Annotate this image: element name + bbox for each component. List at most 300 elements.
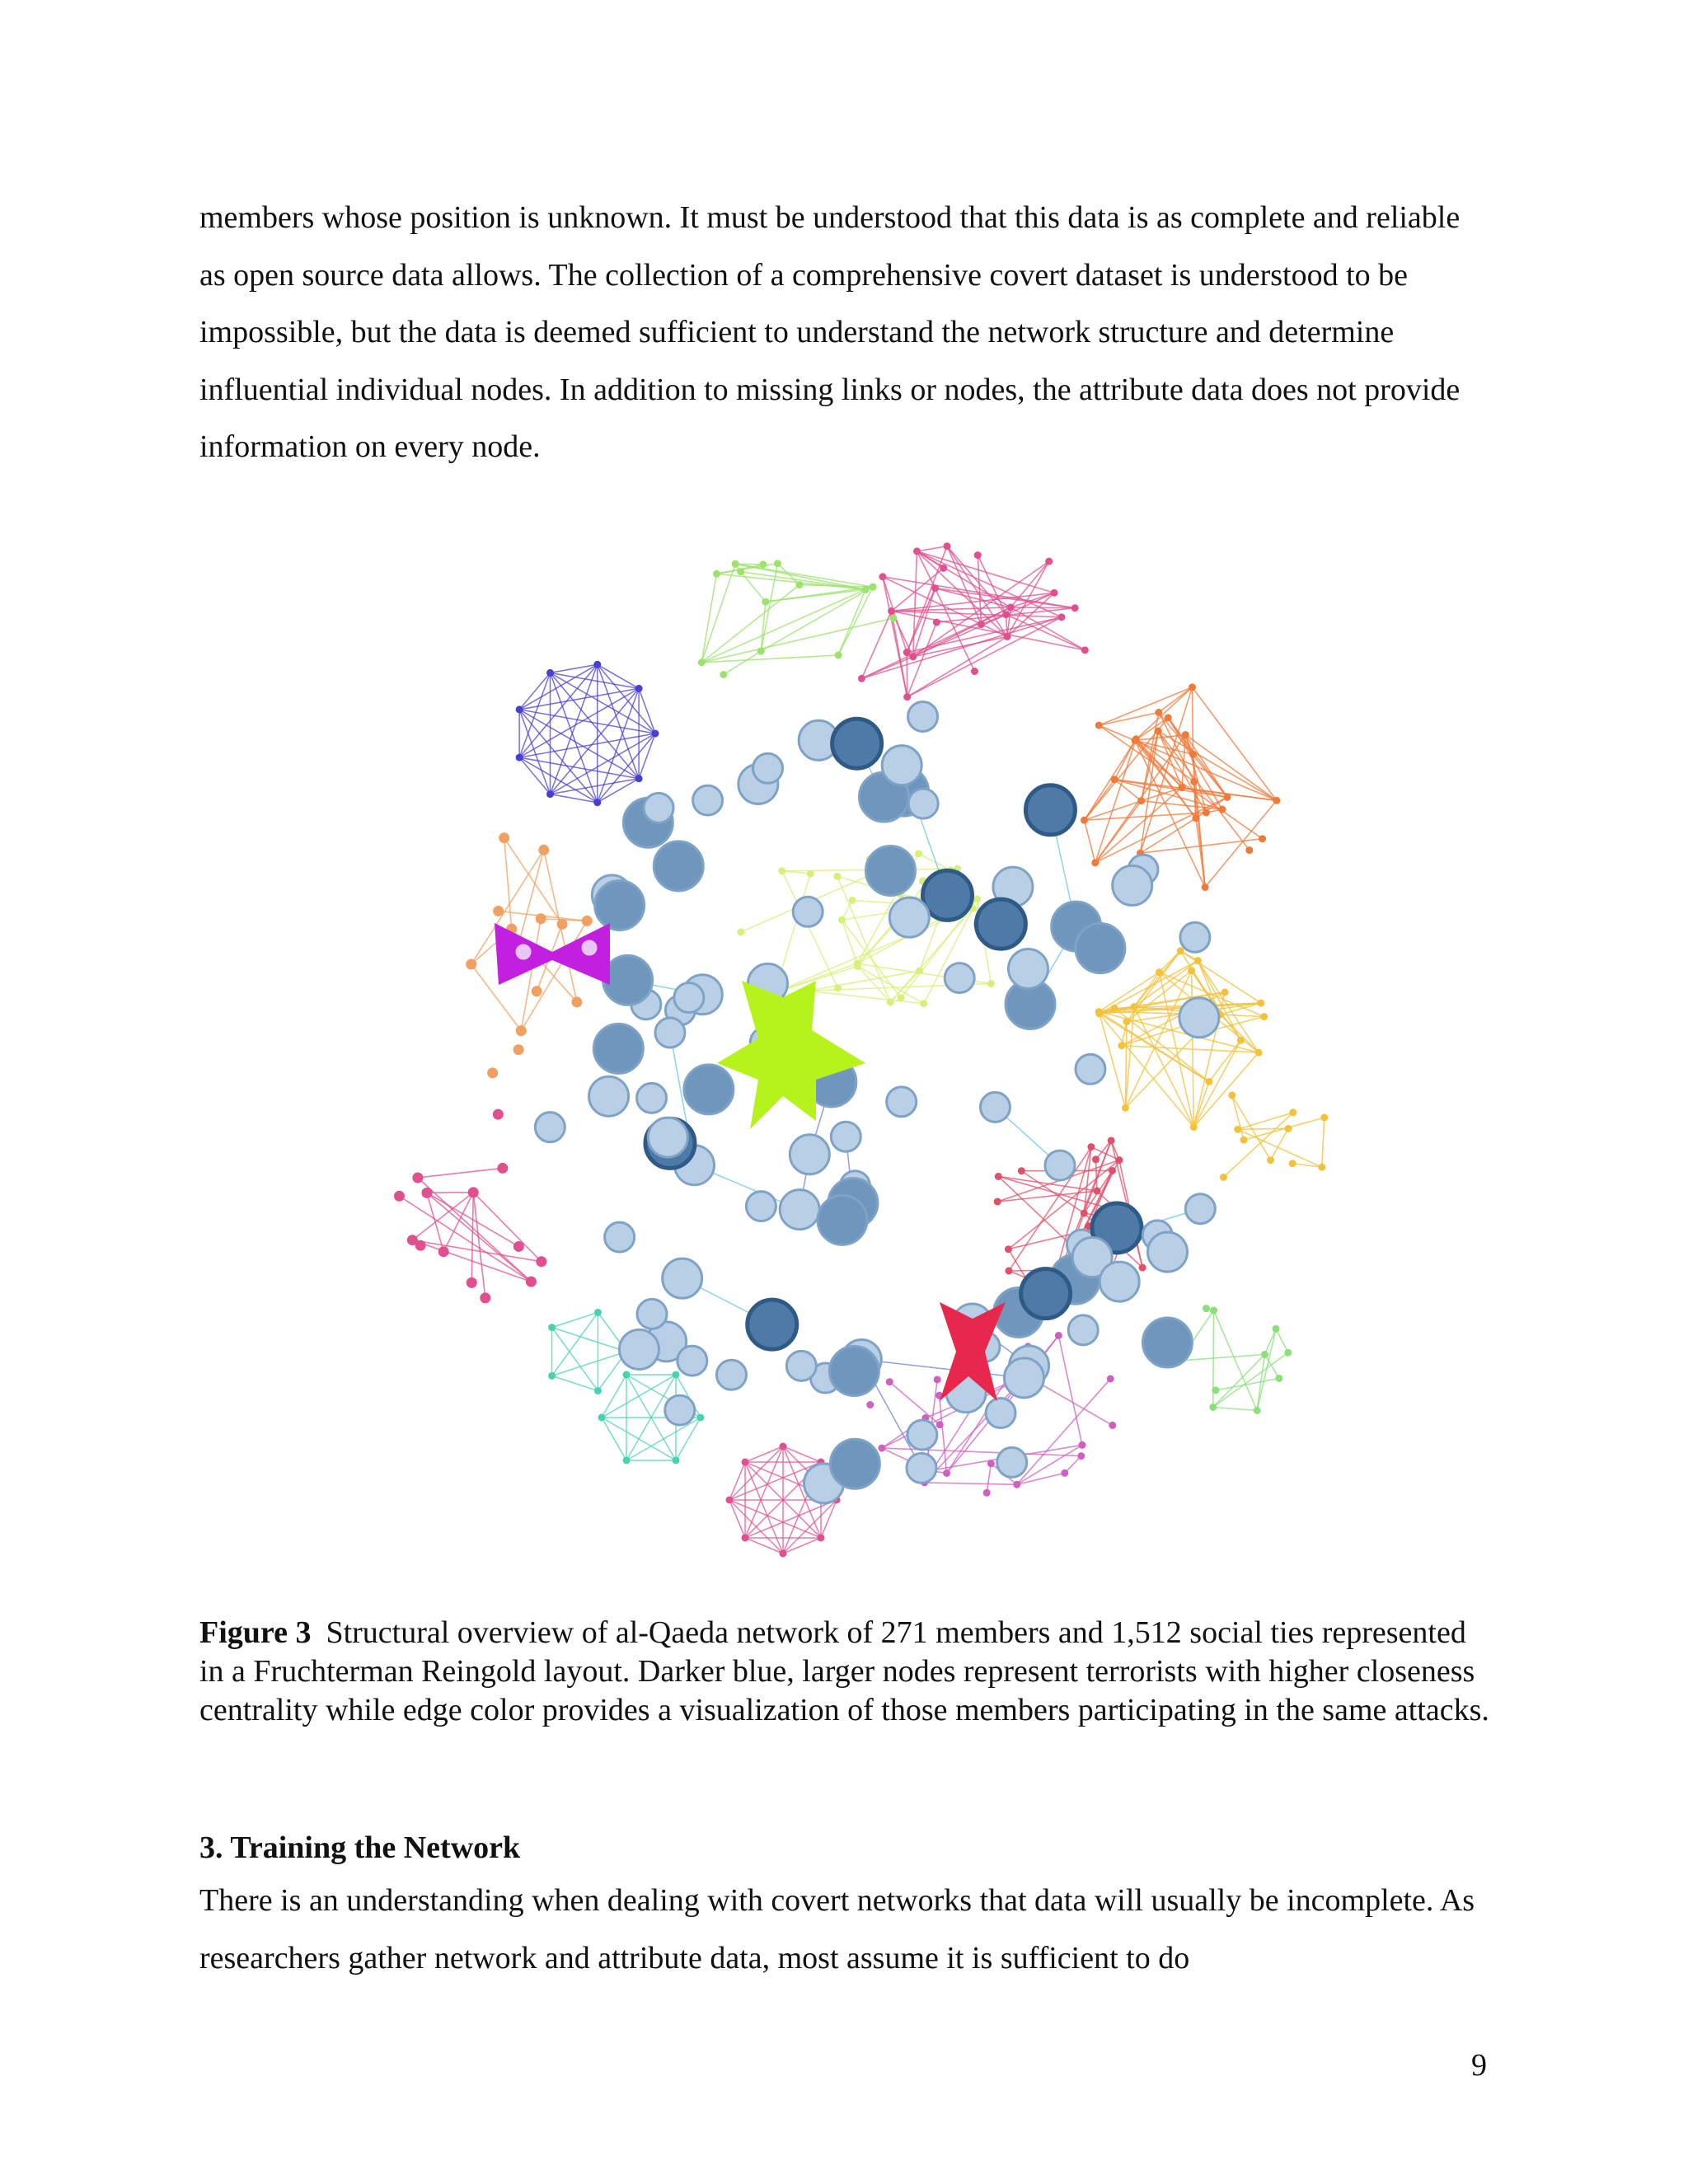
network-node bbox=[1109, 1422, 1116, 1428]
network-node bbox=[987, 1460, 994, 1467]
network-node bbox=[882, 746, 921, 785]
network-node bbox=[594, 1388, 601, 1394]
network-node bbox=[1219, 806, 1226, 813]
network-node bbox=[535, 1113, 565, 1142]
network-node bbox=[748, 1300, 797, 1349]
network-node bbox=[494, 906, 504, 916]
network-node bbox=[1289, 1160, 1296, 1167]
network-node bbox=[635, 685, 642, 691]
network-node bbox=[796, 582, 803, 588]
network-node bbox=[716, 1360, 746, 1390]
figure-label: Figure 3 bbox=[199, 1615, 312, 1650]
network-edge bbox=[471, 1193, 473, 1283]
network-node bbox=[1179, 785, 1185, 791]
network-node bbox=[818, 1195, 867, 1244]
network-node bbox=[1005, 1246, 1011, 1253]
network-node bbox=[1254, 1407, 1260, 1413]
network-node bbox=[1246, 847, 1253, 854]
network-edge bbox=[1223, 1113, 1292, 1177]
network-node bbox=[488, 1068, 498, 1078]
network-edge bbox=[1125, 1034, 1196, 1108]
network-node bbox=[746, 1192, 776, 1221]
network-edge bbox=[1214, 1310, 1258, 1410]
network-node bbox=[1155, 728, 1161, 734]
network-node bbox=[1156, 969, 1162, 976]
network-node bbox=[598, 1414, 605, 1421]
network-edge bbox=[552, 1328, 626, 1352]
network-node bbox=[1191, 778, 1198, 785]
network-node bbox=[983, 1489, 990, 1496]
network-node bbox=[1156, 709, 1162, 715]
network-edge bbox=[1084, 739, 1136, 820]
network-node bbox=[923, 870, 973, 920]
network-node bbox=[780, 1443, 786, 1450]
network-edge bbox=[724, 651, 761, 675]
network-node bbox=[516, 754, 523, 761]
network-node bbox=[913, 548, 920, 555]
network-node bbox=[684, 1065, 734, 1114]
network-node bbox=[1182, 732, 1189, 738]
network-node bbox=[945, 963, 974, 993]
network-node bbox=[910, 654, 917, 660]
figure-caption bbox=[199, 1614, 1493, 1730]
network-node bbox=[807, 870, 814, 877]
network-node bbox=[1210, 1404, 1217, 1410]
network-node bbox=[898, 995, 904, 1001]
network-node bbox=[1179, 998, 1219, 1038]
network-edge bbox=[1192, 687, 1276, 800]
network-node bbox=[674, 983, 704, 1013]
network-node bbox=[793, 897, 823, 926]
network-edge bbox=[598, 664, 639, 778]
network-node bbox=[995, 1173, 1001, 1179]
network-node bbox=[944, 543, 950, 550]
network-node bbox=[526, 1277, 536, 1286]
network-edge bbox=[552, 1376, 598, 1390]
network-node bbox=[1078, 1453, 1085, 1460]
network-node bbox=[974, 896, 981, 902]
network-node bbox=[997, 1447, 1027, 1477]
network-node bbox=[890, 615, 897, 621]
network-edge bbox=[1322, 1118, 1325, 1167]
network-node bbox=[415, 1240, 425, 1250]
network-node bbox=[637, 1083, 667, 1113]
network-edge bbox=[889, 1382, 940, 1425]
network-node bbox=[1095, 722, 1102, 729]
network-node bbox=[1189, 684, 1195, 691]
network-node bbox=[1235, 1126, 1241, 1132]
network-node bbox=[732, 560, 738, 567]
network-node bbox=[1142, 1318, 1192, 1367]
network-node bbox=[854, 960, 860, 967]
network-edge bbox=[940, 1395, 947, 1473]
network-node bbox=[1189, 751, 1196, 757]
network-edges bbox=[399, 546, 1324, 1554]
network-edge bbox=[1276, 1329, 1288, 1352]
network-node bbox=[1177, 948, 1184, 954]
network-node bbox=[513, 1241, 523, 1251]
network-node bbox=[619, 1329, 659, 1369]
network-node bbox=[779, 868, 785, 874]
network-node bbox=[1131, 1004, 1137, 1010]
network-node bbox=[889, 607, 895, 614]
network-node bbox=[976, 899, 1025, 949]
network-node bbox=[830, 1439, 879, 1488]
network-node bbox=[1111, 1005, 1118, 1011]
network-node bbox=[974, 552, 981, 559]
network-edge bbox=[1099, 687, 1192, 725]
network-node bbox=[1071, 605, 1078, 612]
network-node bbox=[790, 1135, 829, 1174]
network-node bbox=[1258, 1000, 1264, 1006]
network-edge bbox=[1232, 1095, 1244, 1140]
network-node bbox=[1055, 1332, 1062, 1338]
network-node bbox=[654, 841, 703, 891]
network-node bbox=[944, 1469, 950, 1476]
network-node bbox=[980, 1092, 1010, 1122]
network-edge bbox=[1006, 615, 1085, 650]
network-node bbox=[887, 1087, 917, 1117]
network-node bbox=[1107, 1376, 1114, 1382]
network-node bbox=[1079, 1441, 1085, 1448]
network-node bbox=[862, 586, 869, 593]
section-heading: 3. Training the Network bbox=[199, 1830, 521, 1865]
network-node bbox=[1259, 836, 1266, 842]
network-node bbox=[858, 675, 865, 682]
network-edge bbox=[1008, 1249, 1027, 1282]
network-edge bbox=[701, 574, 716, 663]
network-node bbox=[1203, 809, 1209, 816]
network-node bbox=[1221, 989, 1228, 996]
network-node bbox=[635, 776, 642, 782]
network-node bbox=[605, 1222, 635, 1252]
network-node bbox=[780, 1190, 819, 1230]
network-node bbox=[738, 569, 744, 575]
network-edge bbox=[701, 564, 735, 663]
network-edge bbox=[552, 1312, 598, 1327]
network-edge bbox=[1125, 971, 1191, 1108]
network-node bbox=[697, 1414, 704, 1421]
network-node bbox=[831, 1122, 860, 1151]
network-node bbox=[720, 672, 727, 678]
network-node bbox=[1003, 612, 1010, 618]
network-edge bbox=[842, 920, 857, 963]
network-node bbox=[742, 1459, 748, 1465]
network-node bbox=[394, 1191, 404, 1201]
network-node bbox=[753, 753, 783, 783]
network-node bbox=[655, 1018, 685, 1047]
network-edge bbox=[519, 757, 550, 794]
network-node bbox=[1081, 817, 1087, 823]
network-node bbox=[1212, 1387, 1219, 1394]
network-edge bbox=[701, 655, 838, 663]
network-edge bbox=[1159, 951, 1180, 972]
network-node bbox=[468, 1188, 478, 1197]
network-node bbox=[1267, 1157, 1273, 1164]
network-nodes bbox=[394, 543, 1327, 1557]
network-edge bbox=[978, 555, 1006, 615]
network-node bbox=[1108, 1137, 1114, 1144]
network-node bbox=[865, 846, 915, 896]
network-node bbox=[940, 565, 947, 571]
network-node bbox=[481, 1293, 490, 1303]
network-edge bbox=[1193, 1040, 1240, 1127]
network-node bbox=[663, 1258, 702, 1298]
network-node bbox=[1068, 1315, 1098, 1345]
network-node bbox=[623, 1457, 630, 1464]
network-node bbox=[595, 880, 645, 930]
network-node bbox=[547, 791, 554, 798]
network-node bbox=[594, 799, 601, 806]
network-edge bbox=[1179, 1354, 1264, 1360]
network-edge bbox=[925, 1483, 1017, 1484]
network-node bbox=[986, 1399, 1015, 1428]
network-node bbox=[516, 706, 523, 713]
network-node bbox=[1004, 1358, 1043, 1398]
network-edge bbox=[761, 602, 766, 651]
network-node bbox=[757, 648, 764, 654]
network-node bbox=[1321, 1114, 1328, 1121]
network-node bbox=[1006, 1268, 1012, 1274]
network-node bbox=[1088, 1144, 1095, 1151]
network-node bbox=[908, 789, 938, 818]
network-node bbox=[1189, 968, 1195, 974]
network-edge bbox=[1213, 1354, 1265, 1407]
network-edge bbox=[1084, 780, 1114, 820]
network-edge bbox=[701, 589, 865, 662]
network-node bbox=[593, 1024, 643, 1073]
network-node bbox=[971, 668, 978, 675]
network-edge bbox=[1095, 1160, 1096, 1191]
network-edge bbox=[639, 733, 655, 779]
network-node bbox=[1046, 558, 1053, 565]
network-edge bbox=[883, 577, 907, 653]
network-edge bbox=[519, 673, 550, 710]
network-node bbox=[1118, 1043, 1125, 1049]
network-node bbox=[907, 1420, 937, 1450]
page-number: 9 bbox=[1471, 2048, 1487, 2083]
network-node bbox=[870, 583, 876, 590]
network-node bbox=[536, 914, 546, 924]
network-node bbox=[1185, 1194, 1215, 1224]
figure-caption-text: Structural overview of al-Qaeda network of 271 members and 1,512 social ties represented in a Fruchterman Reingold layout. Darker blue, larger nodes represent terrorists with higher closeness centrality while edge color provides a visualization of those members participating in the same attacks. bbox=[199, 1615, 1489, 1727]
network-edge bbox=[782, 871, 838, 988]
network-node bbox=[467, 1277, 476, 1287]
network-node bbox=[1276, 1375, 1282, 1381]
network-edge bbox=[1099, 972, 1159, 1012]
network-node bbox=[835, 652, 842, 658]
network-node bbox=[1202, 884, 1208, 891]
intro-paragraph: members whose position is unknown. It must be understood that this data is as complete and reliable as open source data allows. The collection of a comprehensive covert dataset is understood to be impossible, but the data is deemed sufficient to understand the network structure and determine influential individual nodes. In addition to missing links or nodes, the attribute data does not provide information on every node. bbox=[199, 200, 1461, 464]
network-edge bbox=[427, 1193, 532, 1282]
network-edge bbox=[1238, 1129, 1322, 1167]
network-node bbox=[539, 845, 549, 855]
network-node bbox=[1008, 949, 1048, 988]
network-node bbox=[849, 897, 856, 903]
network-node bbox=[648, 1118, 687, 1157]
network-node bbox=[1092, 1156, 1099, 1163]
network-node bbox=[1255, 1049, 1262, 1056]
network-edge bbox=[504, 838, 562, 925]
network-node bbox=[829, 1347, 879, 1396]
network-node bbox=[693, 785, 723, 815]
network-edge bbox=[907, 636, 1007, 696]
network-node bbox=[1116, 1157, 1123, 1164]
network-node bbox=[1058, 614, 1065, 621]
network-node bbox=[889, 898, 929, 937]
network-node bbox=[422, 1188, 432, 1197]
network-node bbox=[1122, 1104, 1128, 1111]
network-node bbox=[637, 1299, 667, 1329]
network-node bbox=[549, 1372, 556, 1379]
network-node bbox=[1094, 1188, 1100, 1194]
network-node bbox=[994, 1198, 1001, 1205]
network-node bbox=[499, 833, 509, 843]
network-node bbox=[1240, 1137, 1247, 1143]
network-node bbox=[498, 1163, 508, 1173]
network-node bbox=[1113, 865, 1152, 905]
network-node bbox=[537, 1257, 546, 1267]
network-node bbox=[726, 1497, 733, 1503]
network-edge bbox=[1193, 1052, 1259, 1127]
network-node bbox=[916, 968, 922, 974]
network-node bbox=[1004, 633, 1010, 640]
network-node bbox=[1165, 715, 1171, 721]
network-node bbox=[1285, 1349, 1292, 1356]
network-node bbox=[1203, 1305, 1209, 1312]
network-edge bbox=[741, 572, 866, 590]
network-node bbox=[413, 1173, 423, 1183]
network-node bbox=[572, 997, 582, 1007]
network-edge bbox=[1134, 972, 1160, 1007]
network-node bbox=[1138, 798, 1145, 804]
network-node bbox=[903, 649, 910, 656]
network-node bbox=[933, 619, 940, 626]
network-node bbox=[547, 669, 554, 676]
network-node bbox=[1261, 1014, 1268, 1020]
network-node bbox=[594, 1309, 601, 1315]
network-edge bbox=[552, 1352, 626, 1376]
network-edge bbox=[913, 551, 917, 657]
network-node bbox=[1180, 922, 1210, 952]
network-node bbox=[557, 919, 567, 929]
network-node bbox=[1062, 1469, 1068, 1476]
network-node bbox=[1224, 794, 1231, 800]
network-node bbox=[1229, 1092, 1236, 1099]
network-node bbox=[1220, 1174, 1226, 1180]
network-node bbox=[780, 1550, 786, 1557]
network-node bbox=[818, 1535, 824, 1541]
network-edge bbox=[552, 1312, 598, 1376]
network-node bbox=[838, 916, 845, 923]
highlight-node-lime bbox=[717, 981, 865, 1129]
network-node bbox=[978, 621, 984, 628]
network-node bbox=[1193, 815, 1199, 822]
network-node bbox=[1273, 1325, 1279, 1332]
network-edge bbox=[517, 850, 544, 950]
network-node bbox=[1206, 1078, 1212, 1085]
network-node bbox=[921, 1001, 927, 1007]
network-edge bbox=[987, 1464, 991, 1493]
network-node bbox=[1021, 1269, 1071, 1319]
network-node bbox=[1014, 1481, 1020, 1488]
network-edge bbox=[1135, 740, 1182, 787]
network-node bbox=[532, 987, 542, 996]
network-graph bbox=[387, 536, 1376, 1599]
network-node bbox=[1076, 1054, 1105, 1084]
network-edge bbox=[602, 1418, 626, 1460]
network-node bbox=[1123, 1019, 1130, 1025]
network-node bbox=[1290, 1109, 1296, 1116]
network-node bbox=[1319, 1164, 1325, 1170]
network-node bbox=[713, 570, 720, 577]
network-edge bbox=[1095, 797, 1227, 862]
network-node bbox=[516, 944, 531, 959]
network-edge bbox=[598, 688, 639, 802]
network-node bbox=[1190, 1124, 1197, 1131]
network-node bbox=[1096, 1010, 1103, 1017]
network-node bbox=[1081, 647, 1088, 654]
network-node bbox=[644, 793, 673, 823]
network-node bbox=[879, 1445, 885, 1451]
network-edge bbox=[1270, 1128, 1288, 1160]
network-node bbox=[936, 1422, 943, 1428]
network-node bbox=[1025, 785, 1075, 835]
network-node bbox=[652, 730, 659, 737]
network-node bbox=[673, 1457, 679, 1464]
network-node bbox=[834, 873, 841, 879]
network-node bbox=[887, 999, 893, 1005]
network-edge bbox=[443, 1193, 473, 1252]
network-node bbox=[886, 1379, 893, 1385]
network-edge bbox=[412, 1193, 473, 1240]
network-edge bbox=[1058, 1335, 1082, 1445]
network-node bbox=[1211, 1307, 1217, 1314]
network-node bbox=[582, 916, 592, 926]
network-edge bbox=[1099, 712, 1158, 725]
network-node bbox=[678, 1346, 707, 1376]
network-figure bbox=[387, 536, 1376, 1599]
network-node bbox=[904, 694, 911, 701]
network-node bbox=[934, 1376, 940, 1383]
network-node bbox=[513, 1045, 523, 1055]
network-edge bbox=[808, 991, 924, 1003]
network-node bbox=[738, 929, 744, 935]
network-node bbox=[665, 1395, 695, 1425]
network-node bbox=[673, 1371, 679, 1378]
network-node bbox=[1237, 1037, 1244, 1043]
network-node bbox=[698, 659, 705, 666]
network-node bbox=[549, 1324, 556, 1331]
network-node bbox=[623, 1371, 630, 1378]
network-node bbox=[1109, 1167, 1116, 1174]
network-node bbox=[594, 661, 601, 668]
network-node bbox=[1007, 604, 1014, 611]
network-node bbox=[1076, 924, 1125, 973]
network-edge bbox=[917, 546, 947, 551]
network-node bbox=[1285, 1125, 1292, 1132]
network-node bbox=[832, 719, 882, 768]
network-node bbox=[582, 940, 597, 955]
network-node bbox=[467, 959, 476, 969]
network-edge bbox=[552, 1328, 598, 1391]
network-node bbox=[1139, 1264, 1146, 1271]
network-node bbox=[834, 985, 841, 991]
network-edge bbox=[1238, 1128, 1288, 1129]
network-node bbox=[1273, 797, 1280, 804]
network-node bbox=[908, 701, 938, 731]
network-node bbox=[742, 1535, 748, 1541]
